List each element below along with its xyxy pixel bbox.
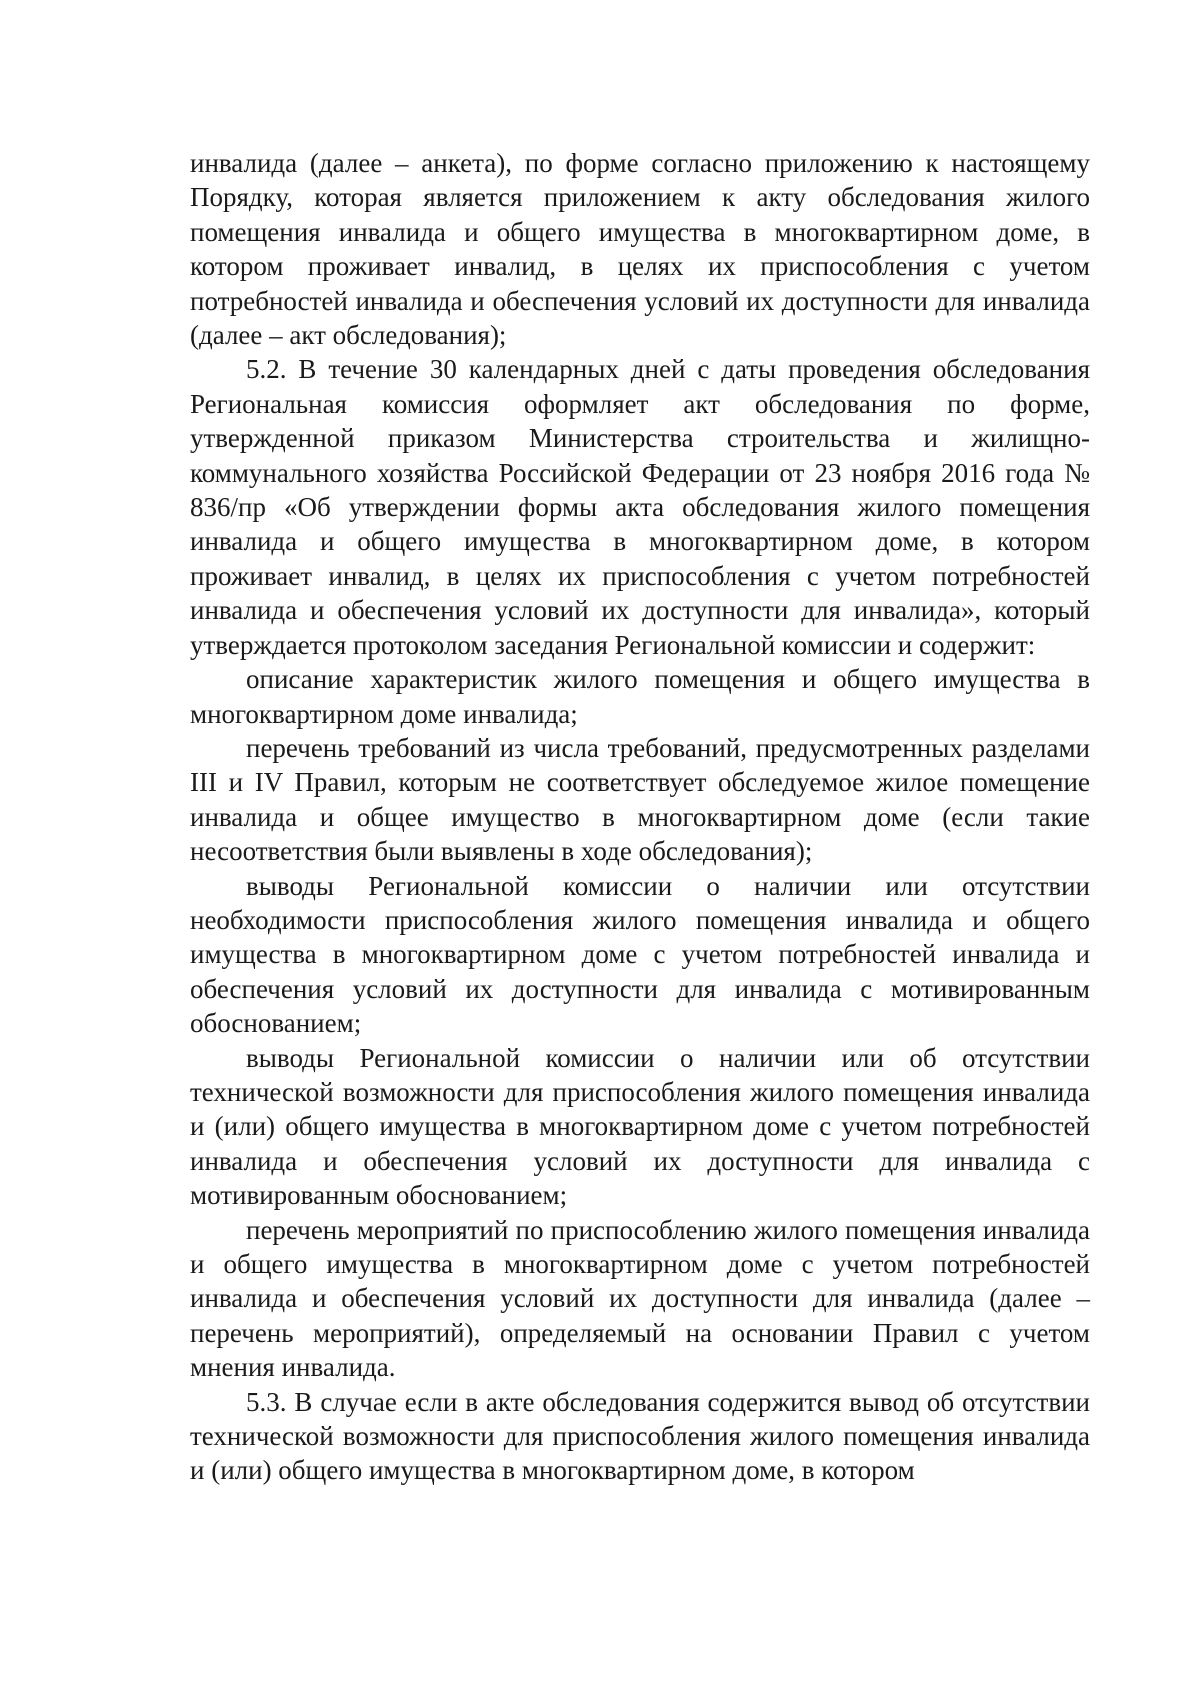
paragraph-5-2: 5.2. В течение 30 календарных дней с даты проведения обследования Региональная комиссия оформляет акт обследования по форме, утвержденной приказом Министерства строительства и жилищно-коммунального хозяйства Российской Федерации от 23 ноября 2016 года № 836/пр «Об утверждении формы акта обследования жилого помещения инвалида и общего имущества в многоквартирном доме, в котором проживает инвалид, в целях их приспособления с учетом потребностей инвалида и обеспечения условий их доступности для инвалида», который утверждается протоколом заседания Региональной комиссии и содержит: — [190, 354, 1090, 660]
paragraph-5-3: 5.3. В случае если в акте обследования содержится вывод об отсутствии технической возможности для приспособления жилого помещения инвалида и (или) общего имущества в многоквартирном доме, в котором — [190, 1386, 1090, 1486]
paragraph-requirements: перечень требований из числа требований, предусмотренных разделами III и IV Правил, которым не соответствует обследуемое жилое помещение инвалида и общее имущество в многоквартирном доме (если такие несоответствия были выявлены в ходе обследования); — [190, 732, 1090, 867]
paragraph-measures-list: перечень мероприятий по приспособлению жилого помещения инвалида и общего имущества в многоквартирном доме с учетом потребностей инвалида и обеспечения условий их доступности для инвалида (далее – перечень мероприятий), определяемый на основании Правил с учетом мнения инвалида. — [190, 1214, 1090, 1383]
paragraph-conclusions-necessity: выводы Региональной комиссии о наличии или отсутствии необходимости приспособления жилого помещения инвалида и общего имущества в многоквартирном доме с учетом потребностей инвалида и обеспечения условий их доступности для инвалида с мотивированным обоснованием; — [190, 870, 1090, 1039]
document-body — [190, 146, 1090, 1488]
paragraph-conclusions-technical: выводы Региональной комиссии о наличии или об отсутствии технической возможности для приспособления жилого помещения инвалида и (или) общего имущества в многоквартирном доме с учетом потребностей инвалида и обеспечения условий их доступности для инвалида с мотивированным обоснованием; — [190, 1042, 1090, 1211]
paragraph-continuation: инвалида (далее – анкета), по форме согласно приложению к настоящему Порядку, которая является приложением к акту обследования жилого помещения инвалида и общего имущества в многоквартирном доме, в котором проживает инвалид, в целях их приспособления с учетом потребностей инвалида и обеспечения условий их доступности для инвалида (далее – акт обследования); — [190, 148, 1090, 351]
paragraph-description: описание характеристик жилого помещения и общего имущества в многоквартирном доме инвалида; — [190, 664, 1090, 729]
